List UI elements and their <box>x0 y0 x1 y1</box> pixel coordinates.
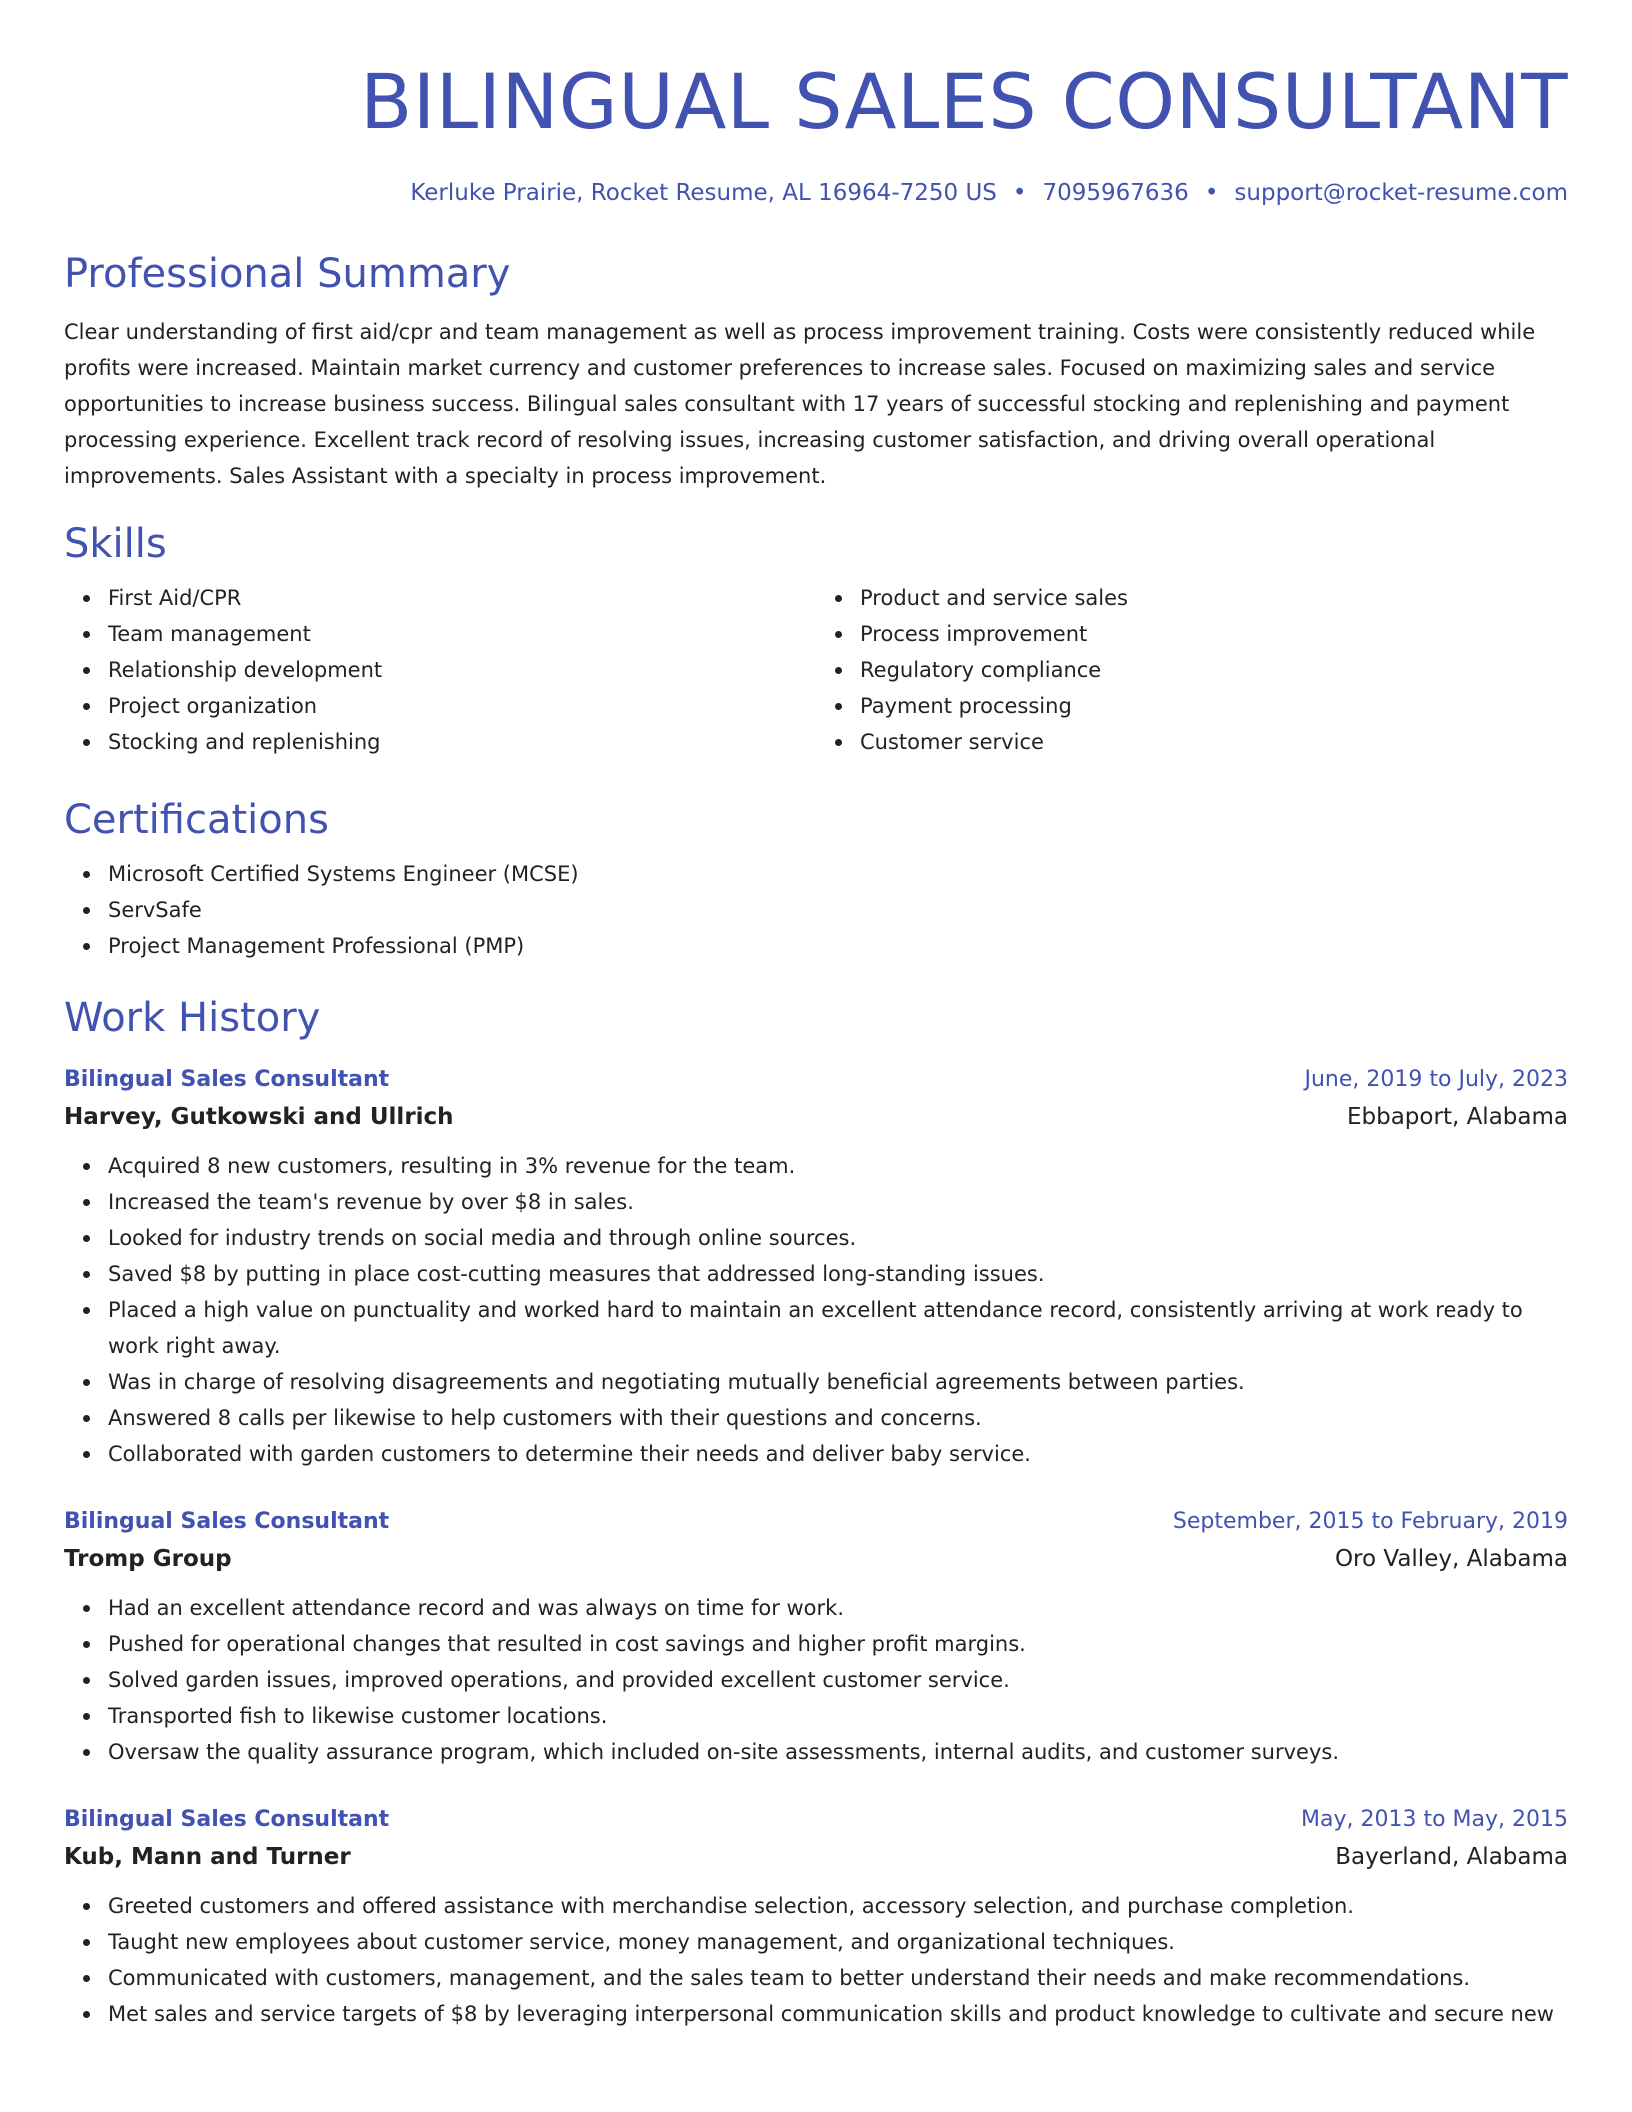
certification-item: Project Management Professional (PMP) <box>108 928 1568 964</box>
skills-list-left <box>64 580 816 760</box>
summary-section-title: Professional Summary <box>64 251 511 297</box>
contact-phone: 7095967636 <box>1042 180 1189 206</box>
job-header-row <box>64 1062 1568 1098</box>
job-company-row <box>64 1838 1568 1876</box>
job-bullet-list <box>64 1590 1568 1770</box>
job-header-row <box>64 1802 1568 1838</box>
skill-item: Relationship development <box>108 652 816 688</box>
job-title: Bilingual Sales Consultant <box>64 1509 390 1534</box>
job-bullet: Oversaw the quality assurance program, which included on-site assessments, internal audits, and customer surveys. <box>108 1734 1568 1770</box>
job-bullet: Looked for industry trends on social media and through online sources. <box>108 1220 1568 1256</box>
job-bullet: Communicated with customers, management, and the sales team to better understand their needs and make recommendations. <box>108 1960 1568 1996</box>
job-title: Bilingual Sales Consultant <box>64 1067 390 1092</box>
job-bullet: Collaborated with garden customers to determine their needs and deliver baby service. <box>108 1436 1568 1472</box>
certification-item: ServSafe <box>108 892 1568 928</box>
certifications-list <box>64 856 1568 964</box>
job-bullet: Met sales and service targets of $8 by leveraging interpersonal communication skills and product knowledge to cultivate and secure new <box>108 1996 1568 2032</box>
job-location: Bayerland, Alabama <box>1335 1844 1568 1870</box>
job-bullet: Solved garden issues, improved operations, and provided excellent customer service. <box>108 1662 1568 1698</box>
job-header-row <box>64 1504 1568 1540</box>
job-bullet: Greeted customers and offered assistance with merchandise selection, accessory selection, and purchase completion. <box>108 1888 1568 1924</box>
job-company: Kub, Mann and Turner <box>64 1844 351 1870</box>
skills-list-right <box>816 580 1568 760</box>
job-bullet-list <box>64 1148 1568 1472</box>
job-company: Tromp Group <box>64 1546 232 1572</box>
skill-item: Process improvement <box>860 616 1568 652</box>
skill-item: Customer service <box>860 724 1568 760</box>
skill-item: Stocking and replenishing <box>108 724 816 760</box>
job-bullet: Was in charge of resolving disagreements and negotiating mutually beneficial agreements between parties. <box>108 1364 1568 1400</box>
certification-item: Microsoft Certified Systems Engineer (MCSE) <box>108 856 1568 892</box>
contact-separator: • <box>1204 180 1219 206</box>
job-bullet: Had an excellent attendance record and was always on time for work. <box>108 1590 1568 1626</box>
work-history-section-title: Work History <box>64 995 321 1041</box>
job-bullet-list <box>64 1888 1568 2032</box>
job-location: Ebbaport, Alabama <box>1346 1104 1568 1130</box>
job-company-row <box>64 1098 1568 1136</box>
job-entry <box>64 1504 1568 1770</box>
skill-item: Regulatory compliance <box>860 652 1568 688</box>
job-bullet: Increased the team's revenue by over $8 in sales. <box>108 1184 1568 1220</box>
skills-columns <box>64 580 1568 760</box>
job-bullet: Pushed for operational changes that resulted in cost savings and higher profit margins. <box>108 1626 1568 1662</box>
job-bullet: Saved $8 by putting in place cost-cutting measures that addressed long-standing issues. <box>108 1256 1568 1292</box>
job-bullet: Transported fish to likewise customer locations. <box>108 1698 1568 1734</box>
job-dates: September, 2015 to February, 2019 <box>1172 1509 1568 1534</box>
job-location: Oro Valley, Alabama <box>1334 1546 1568 1572</box>
job-bullet: Acquired 8 new customers, resulting in 3% revenue for the team. <box>108 1148 1568 1184</box>
resume-name-heading: BILINGUAL SALES CONSULTANT <box>360 57 1568 146</box>
contact-line <box>64 178 1568 208</box>
job-bullet: Answered 8 calls per likewise to help customers with their questions and concerns. <box>108 1400 1568 1436</box>
job-bullet: Taught new employees about customer service, money management, and organizational techniques. <box>108 1924 1568 1960</box>
skill-item: Payment processing <box>860 688 1568 724</box>
skill-item: Product and service sales <box>860 580 1568 616</box>
job-bullet: Placed a high value on punctuality and worked hard to maintain an excellent attendance record, consistently arriving at work ready to work right away. <box>108 1292 1568 1364</box>
skill-item: Project organization <box>108 688 816 724</box>
job-company-row <box>64 1540 1568 1578</box>
summary-text: Clear understanding of first aid/cpr and team management as well as process improvement training. Costs were consistently reduced while profits were increased. Maintain market currency and customer preferences to increase sales. Focused on maximizing sales and service opportunities to increase business success. Bilingual sales consultant with 17 years of successful stocking and replenishing and payment processing experience. Excellent track record of resolving issues, increasing customer satisfaction, and driving overall operational improvements. Sales Assistant with a specialty in process improvement. <box>64 320 1536 488</box>
contact-separator: • <box>1012 180 1027 206</box>
contact-address: Kerluke Prairie, Rocket Resume, AL 16964-7250 US <box>410 180 997 206</box>
certifications-section-title: Certifications <box>64 797 329 843</box>
job-company: Harvey, Gutkowski and Ullrich <box>64 1104 454 1130</box>
contact-email: support@rocket-resume.com <box>1234 180 1568 206</box>
job-entry <box>64 1802 1568 2032</box>
job-dates: June, 2019 to July, 2023 <box>1304 1067 1568 1092</box>
skill-item: First Aid/CPR <box>108 580 816 616</box>
job-dates: May, 2013 to May, 2015 <box>1301 1807 1568 1832</box>
job-entry <box>64 1062 1568 1472</box>
skill-item: Team management <box>108 616 816 652</box>
job-title: Bilingual Sales Consultant <box>64 1807 390 1832</box>
skills-section-title: Skills <box>64 521 167 567</box>
